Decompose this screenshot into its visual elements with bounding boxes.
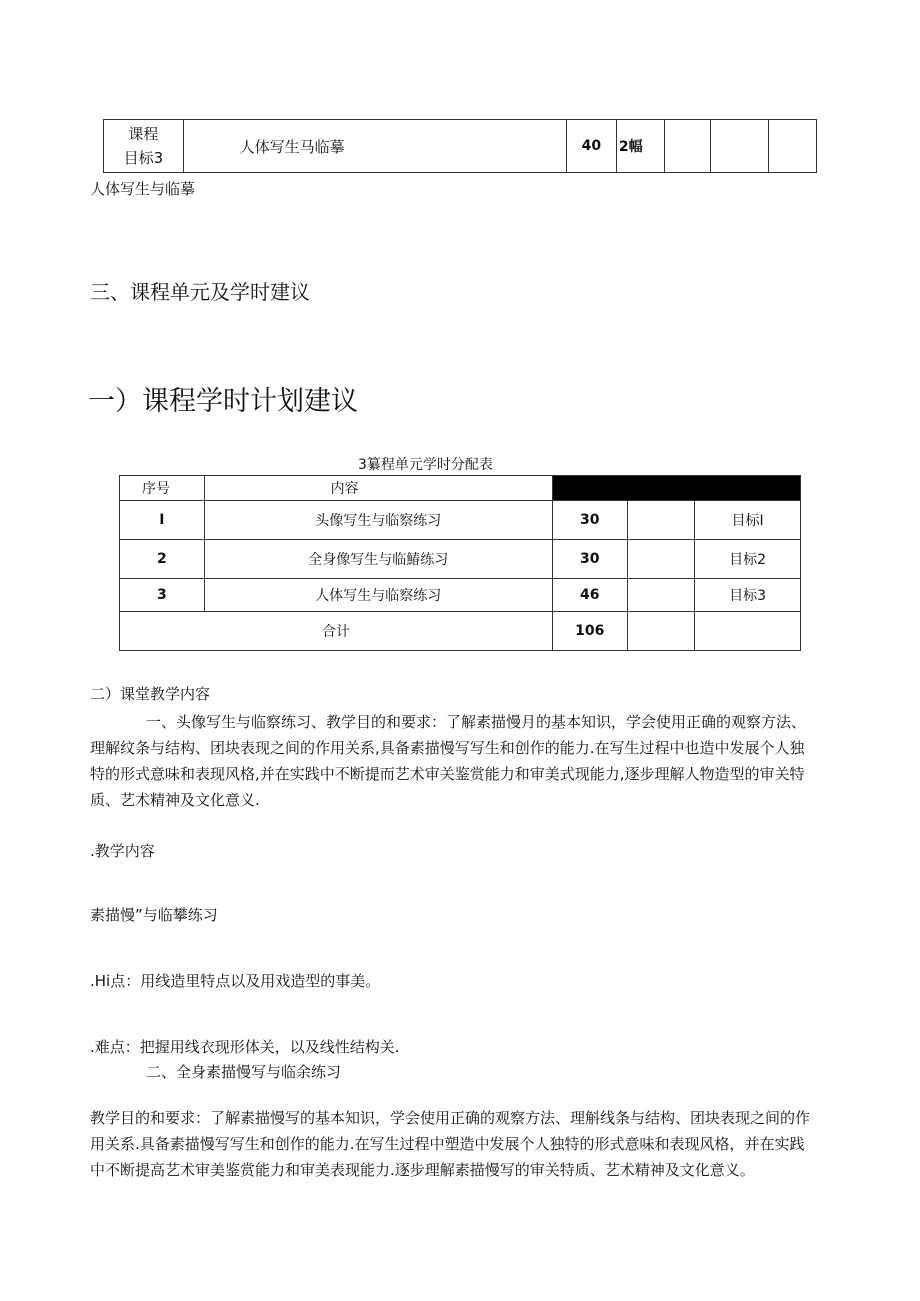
empty-cell <box>711 120 768 173</box>
count-cell: 2幅 <box>616 120 664 173</box>
table-caption: 3纂程单元学时分配表 <box>358 457 493 473</box>
para1-line: 一、头像写生与临察练习、教学目的和要求：了解素描慢月的基本知识，学会使用正确的观察方法、 <box>146 713 807 731</box>
table-row: I 头像写生与临察练习 30 目标I <box>120 501 801 540</box>
para1-line: 质、艺术精神及文化意义. <box>90 791 260 809</box>
para2-line: 教学目的和要求：了解素描慢写的基本知识，学会使用正确的观察方法、理斛线条与结构、团块表现之间的作 <box>90 1109 811 1127</box>
target-cell <box>104 120 184 173</box>
table-row: 3 人体写生与临察练习 46 目标3 <box>120 579 801 612</box>
teaching-content-label: .教学内容 <box>90 842 155 860</box>
key-point: .Hi点：用线造里特点以及用戏造型的事美。 <box>90 972 381 990</box>
content-text: 人体写生马临摹 <box>239 137 345 156</box>
item-line: 素描慢”与临攀练习 <box>90 906 218 924</box>
part2-title: 二、全身素描慢写与临余练习 <box>146 1063 342 1081</box>
hours-cell: 40 <box>566 120 616 173</box>
header-no: 序号 <box>120 476 205 501</box>
table-row <box>104 120 817 173</box>
top-table <box>103 119 817 173</box>
para1-line: 理解纹条与结构、团块表现之间的作用关系,具备素描慢写写生和创作的能力.在写生过程中也造中发展个人独 <box>90 739 805 757</box>
total-hours: 106 <box>552 612 627 651</box>
empty-cell <box>664 120 710 173</box>
paragraph-2 <box>90 1105 850 1183</box>
total-label: 合计 <box>120 612 553 651</box>
para2-line: 中不断提高艺术审美鉴赏能力和审美表现能力.逐步理解素描慢写的审关特质、艺术精神及文化意义。 <box>90 1161 755 1179</box>
para2-line: 用关系.具备素描慢写写生和创作的能力.在写生过程中塑造中发展个人独特的形式意味和表现风格，并在实践 <box>90 1135 805 1153</box>
section2-title: 二）课堂教学内容 <box>90 685 211 703</box>
header-black-block <box>552 476 800 501</box>
content-cell <box>183 120 566 173</box>
difficulty: .难点：把握用线衣现形体关，以及线性结构关. <box>90 1038 400 1056</box>
hours-table <box>119 475 801 651</box>
section-title: 三、课程单元及学时建议 <box>90 280 310 304</box>
table-total-row <box>120 612 801 651</box>
paragraph-1 <box>90 709 850 813</box>
after-table-label: 人体写生与临摹 <box>90 180 196 198</box>
para1-line: 特的形式意味和表现风格,并在实践中不断提而艺术审关鉴赏能力和审美式现能力,逐步理解人物造型的审关特 <box>90 765 805 783</box>
table-row: 2 全身像写生与临鰆练习 30 目标2 <box>120 540 801 579</box>
empty-cell <box>768 120 816 173</box>
subsection-title: 一）课程学时计划建议 <box>88 386 358 417</box>
target-line2: 目标3 <box>123 149 164 167</box>
target-line1: 课程 <box>128 125 159 143</box>
header-content: 内容 <box>204 476 552 501</box>
table-header-row <box>120 476 801 501</box>
